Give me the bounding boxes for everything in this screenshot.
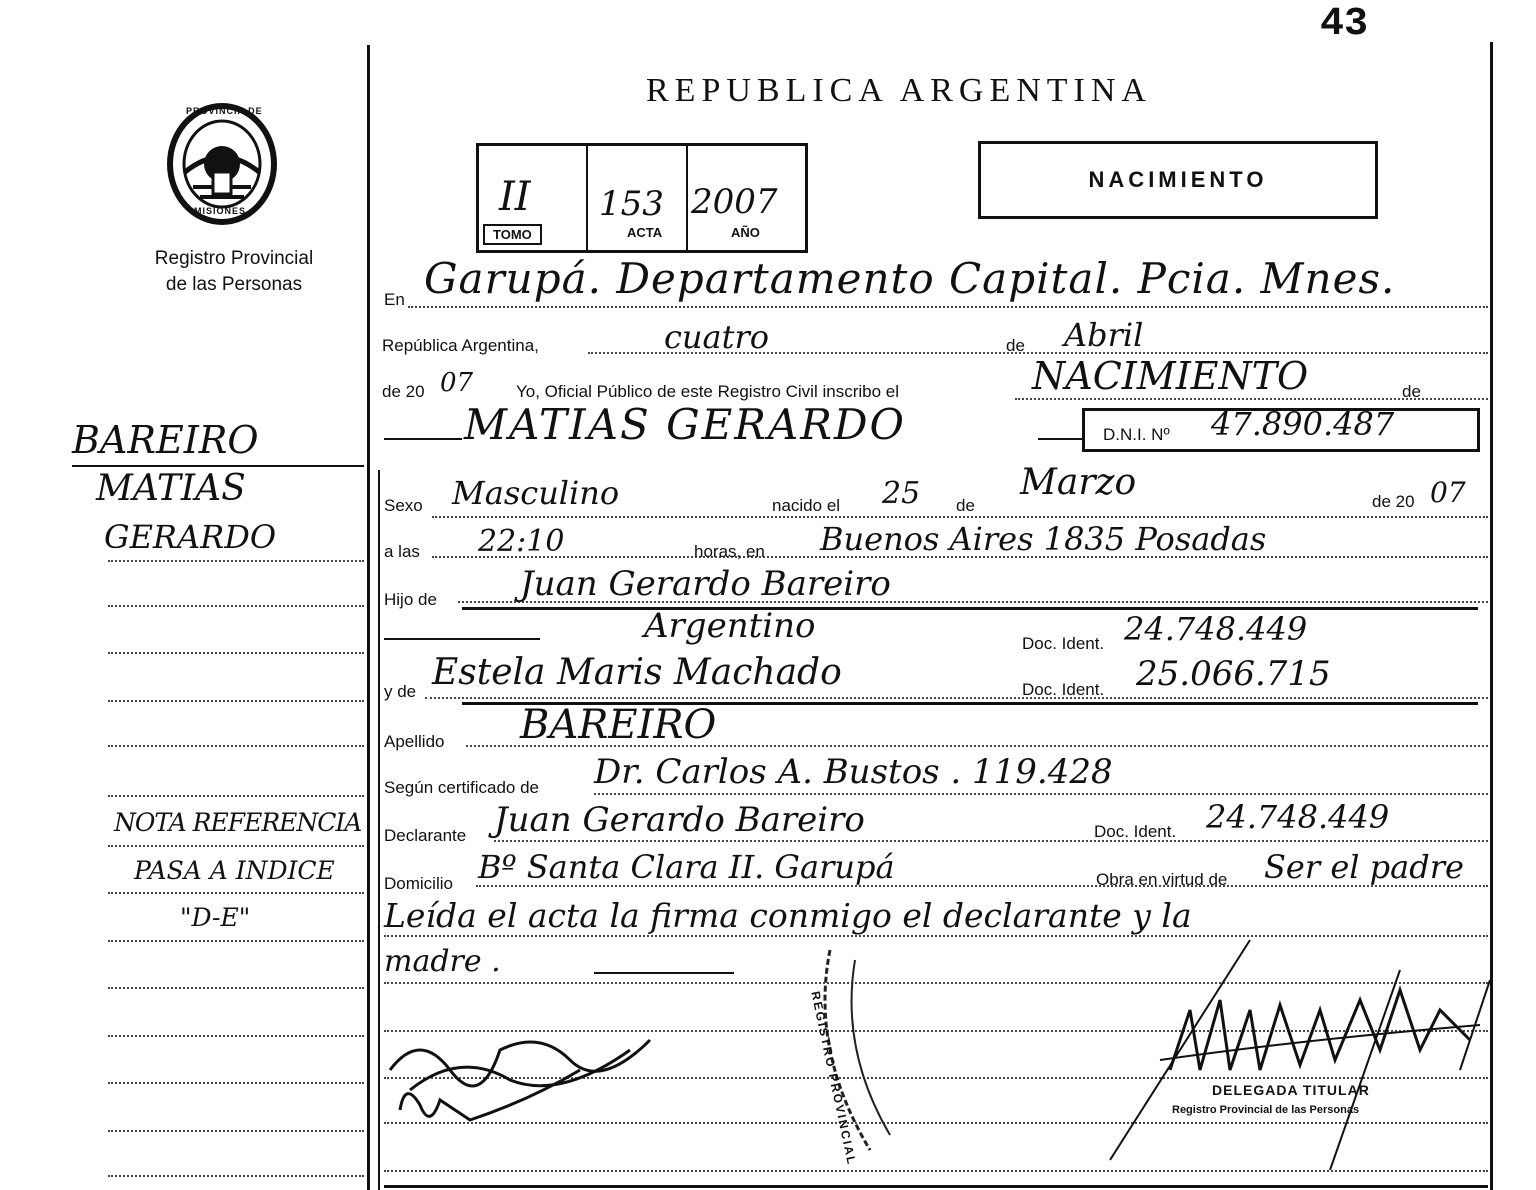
place-value: Garupá. Departamento Capital. Pcia. Mnes. [424, 254, 1396, 303]
republica-label: República Argentina, [382, 336, 539, 355]
de-label-2: de [1402, 382, 1421, 401]
page-number: 43 [1320, 2, 1369, 47]
mother-doc-label: Doc. Ident. [1022, 680, 1105, 699]
reading-line2: madre . [384, 944, 501, 979]
father-name: Juan Gerardo Bareiro [520, 564, 891, 604]
time-value: 22:10 [478, 524, 565, 559]
birth-year-prefix: de 20 [1372, 492, 1415, 511]
apellido-value: BAREIRO [520, 702, 717, 748]
oficial-statement: Yo, Oficial Público de este Registro Civil inscribo el [516, 382, 899, 401]
declarant-signature [380, 1010, 680, 1155]
reading-line1: Leída el acta la firma conmigo el declarante y la [384, 896, 1192, 935]
nacido-label: nacido el [772, 496, 841, 515]
de-label: de [1006, 336, 1025, 355]
act-type-box [978, 141, 1378, 219]
margin-note-line2: PASA A INDICE [134, 856, 335, 885]
act-type: NACIMIENTO [1088, 167, 1268, 192]
birth-place: Buenos Aires 1835 Posadas [820, 520, 1267, 558]
dni-value: 47.890.487 [1211, 405, 1395, 443]
tomo-value: II [499, 174, 531, 220]
horas-label: horas, en [694, 542, 765, 561]
yde-label: y de [384, 682, 417, 701]
certificate-value: Dr. Carlos A. Bustos . 119.428 [594, 752, 1113, 792]
acta-label: ACTA [619, 224, 670, 241]
day-value: cuatro [664, 318, 770, 356]
margin-divider [367, 45, 370, 1190]
declarante-value: Juan Gerardo Bareiro [494, 800, 865, 840]
declarante-doc-label: Doc. Ident. [1094, 822, 1177, 841]
apellido-label: Apellido [384, 732, 445, 751]
country-title: REPUBLICA ARGENTINA [646, 72, 1152, 109]
father-doc-label: Doc. Ident. [1022, 634, 1105, 653]
sexo-label: Sexo [384, 496, 423, 515]
de-label-3: de [956, 496, 975, 515]
seal-bottom-text: MISIONES [194, 206, 247, 216]
domicilio-value: Bº Santa Clara II. Garupá [478, 848, 895, 886]
hijo-label: Hijo de [384, 590, 437, 609]
official-signature [1100, 930, 1500, 1175]
margin-note-line3: "D-E" [180, 903, 251, 932]
dni-box [1082, 405, 1480, 452]
margin-surname: BAREIRO [72, 418, 259, 462]
declarant-signature-icon [380, 1010, 680, 1150]
birth-year-suffix: 07 [1430, 476, 1466, 509]
alas-label: a las [384, 542, 420, 561]
year-prefix: de 20 [382, 382, 425, 401]
tomo-label: TOMO [483, 224, 542, 245]
stamp-registro: Registro Provincial de las Personas [1172, 1104, 1360, 1116]
ano-value: 2007 [691, 182, 778, 222]
margin-note-line1: NOTA REFERENCIA [114, 808, 362, 837]
registry-name-line1: Registro Provincial [154, 248, 314, 269]
record-number-box [476, 143, 808, 253]
declarante-label: Declarante [384, 826, 467, 845]
month-value: Abril [1064, 316, 1144, 354]
act-handwritten: NACIMIENTO [1032, 354, 1309, 398]
dni-label: D.N.I. Nº [1103, 425, 1170, 444]
stamp-delegada: DELEGADA TITULAR [1212, 1082, 1370, 1098]
seal-top-text: PROVINCIA DE [186, 106, 263, 116]
stamp-round-text: REGISTRO PROVINCIAL [808, 990, 860, 1168]
year-suffix: 07 [440, 368, 474, 398]
en-label: En [384, 290, 405, 309]
mother-doc: 25.066.715 [1136, 654, 1331, 694]
obra-label: Obra en virtud de [1096, 870, 1228, 889]
sexo-value: Masculino [452, 474, 620, 512]
segun-label: Según certificado de [384, 778, 539, 797]
father-nationality: Argentino [644, 606, 816, 646]
child-name: MATIAS GERARDO [464, 400, 906, 449]
declarante-doc: 24.748.449 [1206, 798, 1390, 836]
acta-value: 153 [599, 184, 664, 224]
domicilio-label: Domicilio [384, 874, 453, 893]
ano-label: AÑO [723, 224, 768, 241]
margin-name1: MATIAS [96, 468, 246, 509]
official-signature-icon [1100, 930, 1500, 1170]
father-doc: 24.748.449 [1124, 610, 1308, 648]
margin-name2: GERARDO [104, 518, 277, 556]
registry-name-line2: de las Personas [165, 274, 303, 295]
mother-name: Estela Maris Machado [432, 652, 842, 693]
birth-day: 25 [882, 476, 921, 511]
obra-value: Ser el padre [1264, 848, 1464, 886]
birth-month: Marzo [1020, 462, 1137, 503]
